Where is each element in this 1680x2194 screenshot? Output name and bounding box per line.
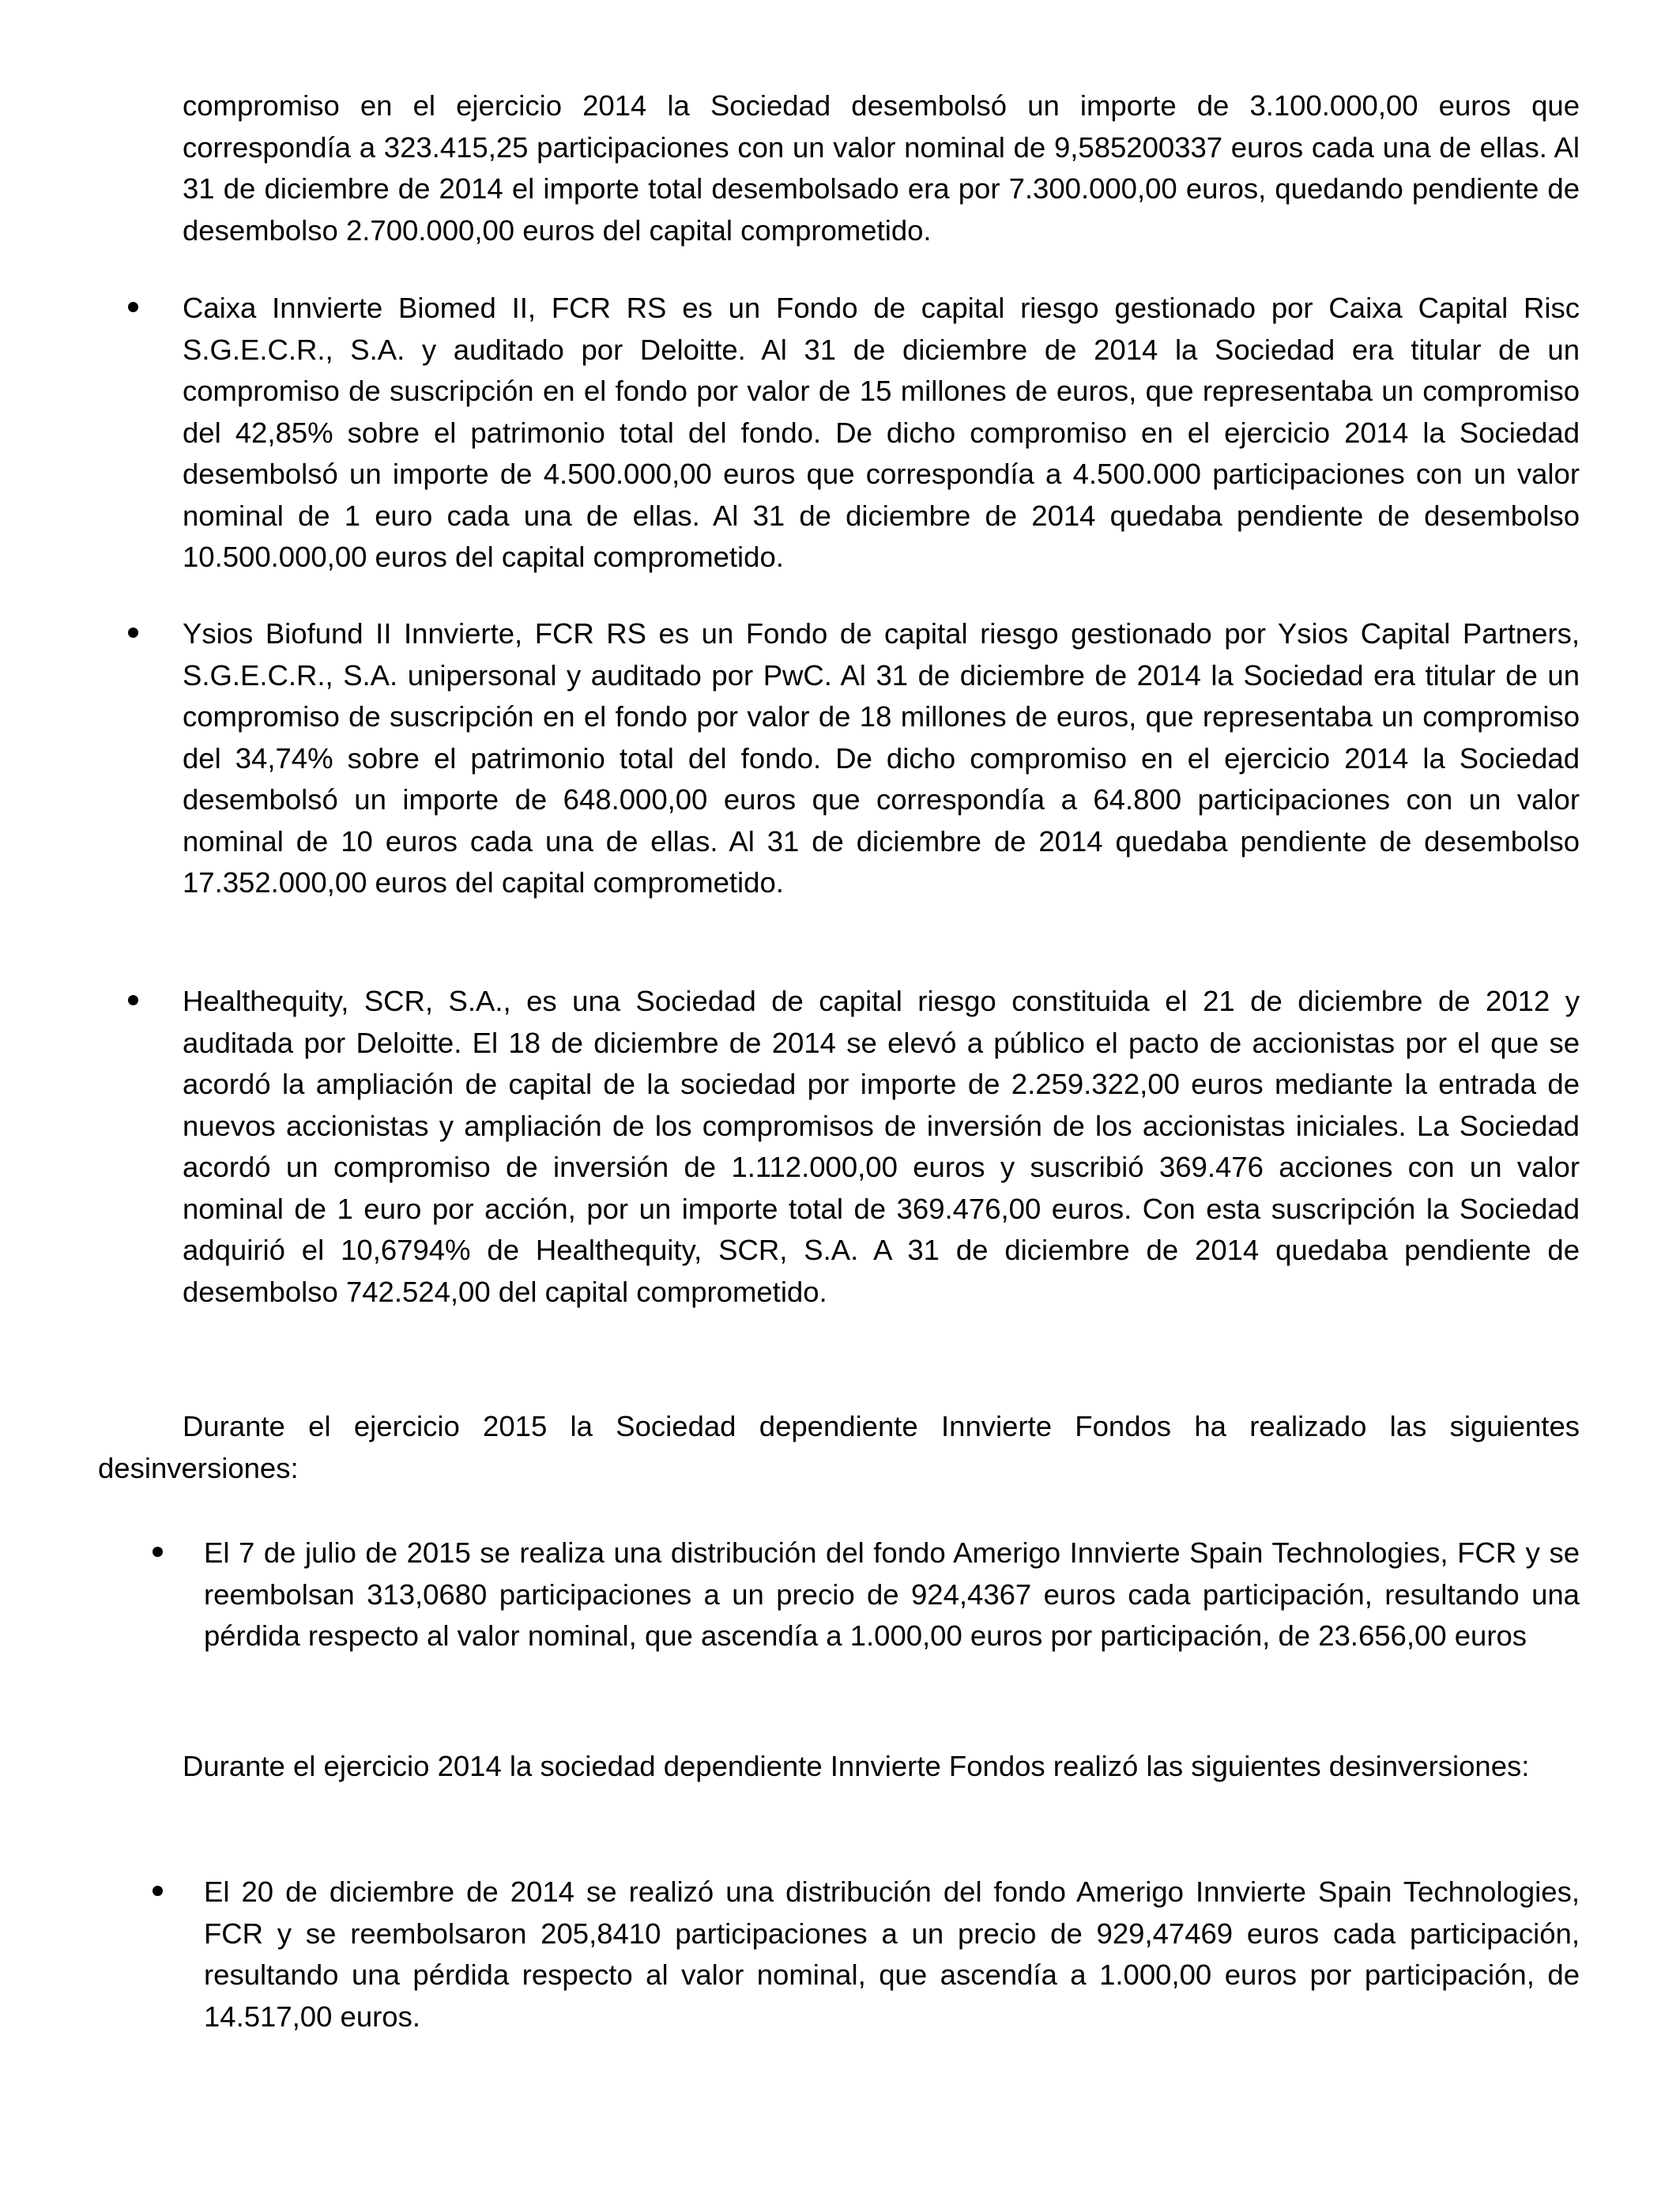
list-item-divestment-2015: El 7 de julio de 2015 se realiza una distribución del fondo Amerigo Innvierte Spain Technologies, FCR y se reembolsan 313,0680 participaciones a un precio de 924,4367 euros cada participación, resultando una pérdida respecto al valor nominal, que ascendía a 1.000,00 euros por participación, de 23.656,00 euros [204, 1536, 1580, 1652]
bullet-icon [128, 302, 138, 312]
divestments-2015-intro: Durante el ejercicio 2015 la Sociedad dependiente Innvierte Fondos ha realizado las siguientes desinversiones: [98, 1410, 1580, 1484]
bullet-icon [153, 1547, 163, 1557]
continuation-paragraph: compromiso en el ejercicio 2014 la Sociedad desembolsó un importe de 3.100.000,00 euros que correspondía a 323.415,25 participaciones con un valor nominal de 9,585200337 euros cada una de ellas. Al 31 de diciembre de 2014 el importe total desembolsado era por 7.300.000,00 euros, quedando pendiente de desembolso 2.700.000,00 euros del capital comprometido. [183, 89, 1580, 247]
list-item-ysios-biofund: Ysios Biofund II Innvierte, FCR RS es un Fondo de capital riesgo gestionado por Ysios Capital Partners, S.G.E.C.R., S.A. unipersonal y auditado por PwC. Al 31 de diciembre de 2014 la Sociedad era titular de un compromiso de suscripción en el fondo por valor de 18 millones de euros, que representaba un compromiso del 34,74% sobre el patrimonio total del fondo. De dicho compromiso en el ejercicio 2014 la Sociedad desembolsó un importe de 648.000,00 euros que correspondía a 64.800 participaciones con un valor nominal de 10 euros cada una de ellas. Al 31 de diciembre de 2014 quedaba pendiente de desembolso 17.352.000,00 euros del capital comprometido. [183, 617, 1580, 899]
list-item-healthequity: Healthequity, SCR, S.A., es una Sociedad de capital riesgo constituida el 21 de diciembre de 2012 y auditada por Deloitte. El 18 de diciembre de 2014 se elevó a público el pacto de accionistas por el que se acordó la ampliación de capital de la sociedad por importe de 2.259.322,00 euros mediante la entrada de nuevos accionistas y ampliación de los compromisos de inversión de los accionistas iniciales. La Sociedad acordó un compromiso de inversión de 1.112.000,00 euros y suscribió 369.476 acciones con un valor nominal de 1 euro por acción, por un importe total de 369.476,00 euros. Con esta suscripción la Sociedad adquirió el 10,6794% de Healthequity, SCR, S.A. A 31 de diciembre de 2014 quedaba pendiente de desembolso 742.524,00 del capital comprometido. [183, 985, 1580, 1308]
bullet-icon [153, 1886, 163, 1896]
list-item-caixa-innvierte: Caixa Innvierte Biomed II, FCR RS es un Fondo de capital riesgo gestionado por Caixa Capital Risc S.G.E.C.R., S.A. y auditado por Deloitte. Al 31 de diciembre de 2014 la Sociedad era titular de un compromiso de suscripción en el fondo por valor de 15 millones de euros, que representaba un compromiso del 42,85% sobre el patrimonio total del fondo. De dicho compromiso en el ejercicio 2014 la Sociedad desembolsó un importe de 4.500.000,00 euros que correspondía a 4.500.000 participaciones con un valor nominal de 1 euro cada una de ellas. Al 31 de diciembre de 2014 quedaba pendiente de desembolso 10.500.000,00 euros del capital comprometido. [183, 292, 1580, 573]
bullet-icon [128, 995, 138, 1005]
bullet-icon [128, 628, 138, 638]
divestments-2014-intro: Durante el ejercicio 2014 la sociedad dependiente Innvierte Fondos realizó las siguientes desinversiones: [183, 1750, 1530, 1782]
list-item-divestment-2014: El 20 de diciembre de 2014 se realizó una distribución del fondo Amerigo Innvierte Spain Technologies, FCR y se reembolsaron 205,8410 participaciones a un precio de 929,47469 euros cada participación, resultando una pérdida respecto al valor nominal, que ascendía a 1.000,00 euros por participación, de 14.517,00 euros. [204, 1875, 1580, 2033]
